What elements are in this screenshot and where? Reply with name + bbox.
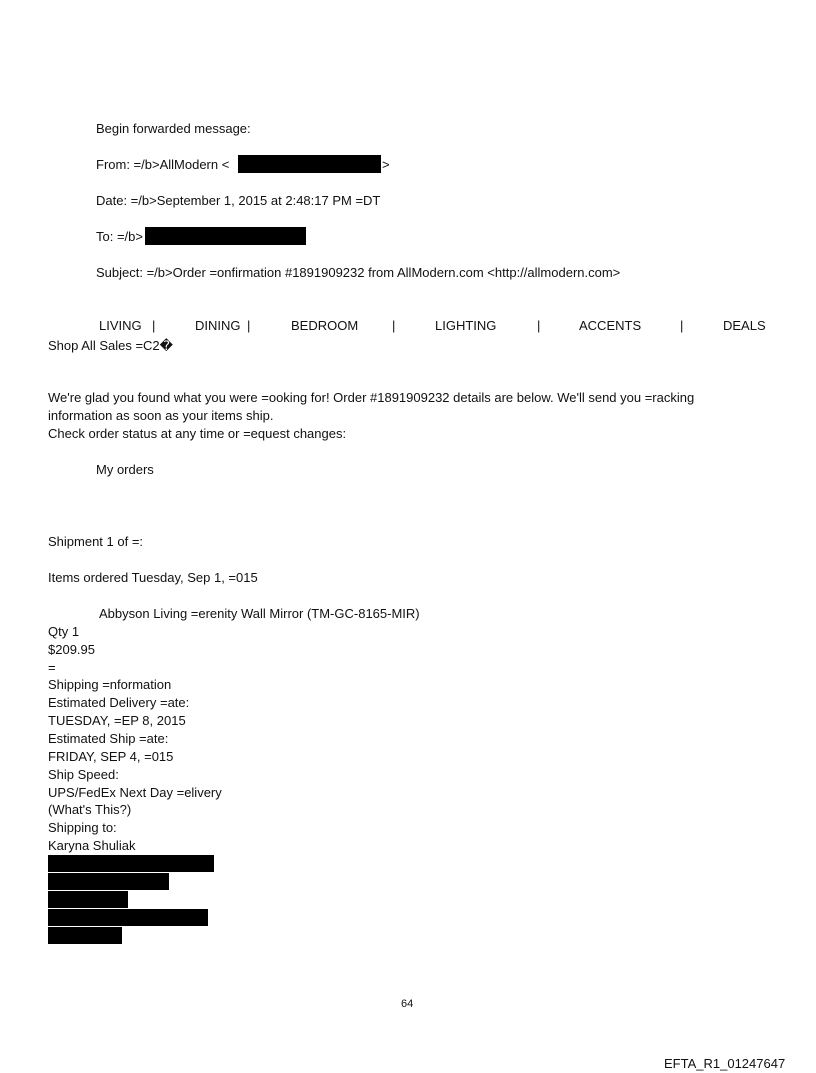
item-name[interactable]: Abbyson Living =erenity Wall Mirror (TM-GC-8165-MIR): [99, 606, 420, 621]
shop-all-sales-link[interactable]: Shop All Sales =C2�: [48, 338, 173, 353]
from-line: [96, 157, 229, 173]
redaction-from-email: [238, 155, 381, 173]
equals-artifact: =: [48, 660, 56, 675]
forwarded-label: Begin forwarded message:: [96, 121, 251, 136]
subject-line: Subject: =/b>Order =onfirmation #1891909232 from AllModern.com <http://allmodern.com>: [96, 265, 621, 280]
whats-this-link[interactable]: (What's This?): [48, 802, 132, 817]
intro-line-1: We're glad you found what you were =ooking for! Order #1891909232 details are below. We'll send you =racking: [48, 390, 695, 405]
page-number: 64: [401, 998, 414, 1010]
intro-line-3: Check order status at any time or =equest changes:: [48, 426, 347, 441]
bates-number: EFTA_R1_01247647: [664, 1056, 786, 1071]
nav-item-dining[interactable]: DINING: [195, 318, 241, 333]
est-ship-value: FRIDAY, SEP 4, =015: [48, 749, 174, 764]
redaction-address-5: [48, 927, 122, 944]
item-qty: Qty 1: [48, 624, 80, 639]
shipping-info-heading: Shipping =nformation: [48, 677, 172, 692]
redaction-address-3: [48, 891, 128, 908]
nav-item-accents[interactable]: ACCENTS: [579, 318, 642, 333]
redaction-address-2: [48, 873, 169, 890]
ship-speed-label: Ship Speed:: [48, 767, 119, 782]
item-price: $209.95: [48, 642, 95, 657]
nav-item-living[interactable]: LIVING: [99, 318, 142, 333]
my-orders-link[interactable]: My orders: [96, 462, 154, 477]
est-delivery-value: TUESDAY, =EP 8, 2015: [48, 713, 186, 728]
redaction-address-1: [48, 855, 214, 872]
nav-separator: |: [680, 318, 684, 333]
nav-separator: |: [392, 318, 396, 333]
nav-item-lighting[interactable]: LIGHTING: [435, 318, 497, 333]
nav-separator: |: [152, 318, 156, 333]
date-line: Date: =/b>September 1, 2015 at 2:48:17 PM =DT: [96, 193, 381, 208]
ship-speed-value: UPS/FedEx Next Day =elivery: [48, 785, 222, 800]
from-label: From: =/b>AllModern <: [96, 157, 230, 172]
nav-item-deals[interactable]: DEALS: [723, 318, 766, 333]
est-delivery-label: Estimated Delivery =ate:: [48, 695, 190, 710]
redaction-address-4: [48, 909, 208, 926]
category-nav: [48, 318, 768, 334]
nav-separator: |: [537, 318, 541, 333]
redaction-to-email: [145, 227, 306, 245]
nav-separator: |: [247, 318, 251, 333]
from-close-bracket: >: [382, 157, 390, 172]
shipping-to-label: Shipping to:: [48, 820, 117, 835]
to-line: To: =/b>: [96, 229, 143, 244]
items-ordered-date: Items ordered Tuesday, Sep 1, =015: [48, 570, 258, 585]
recipient-name: Karyna Shuliak: [48, 838, 136, 853]
est-ship-label: Estimated Ship =ate:: [48, 731, 169, 746]
shipment-title: Shipment 1 of =:: [48, 534, 144, 549]
intro-line-2: information as soon as your items ship.: [48, 408, 274, 423]
nav-item-bedroom[interactable]: BEDROOM: [291, 318, 359, 333]
